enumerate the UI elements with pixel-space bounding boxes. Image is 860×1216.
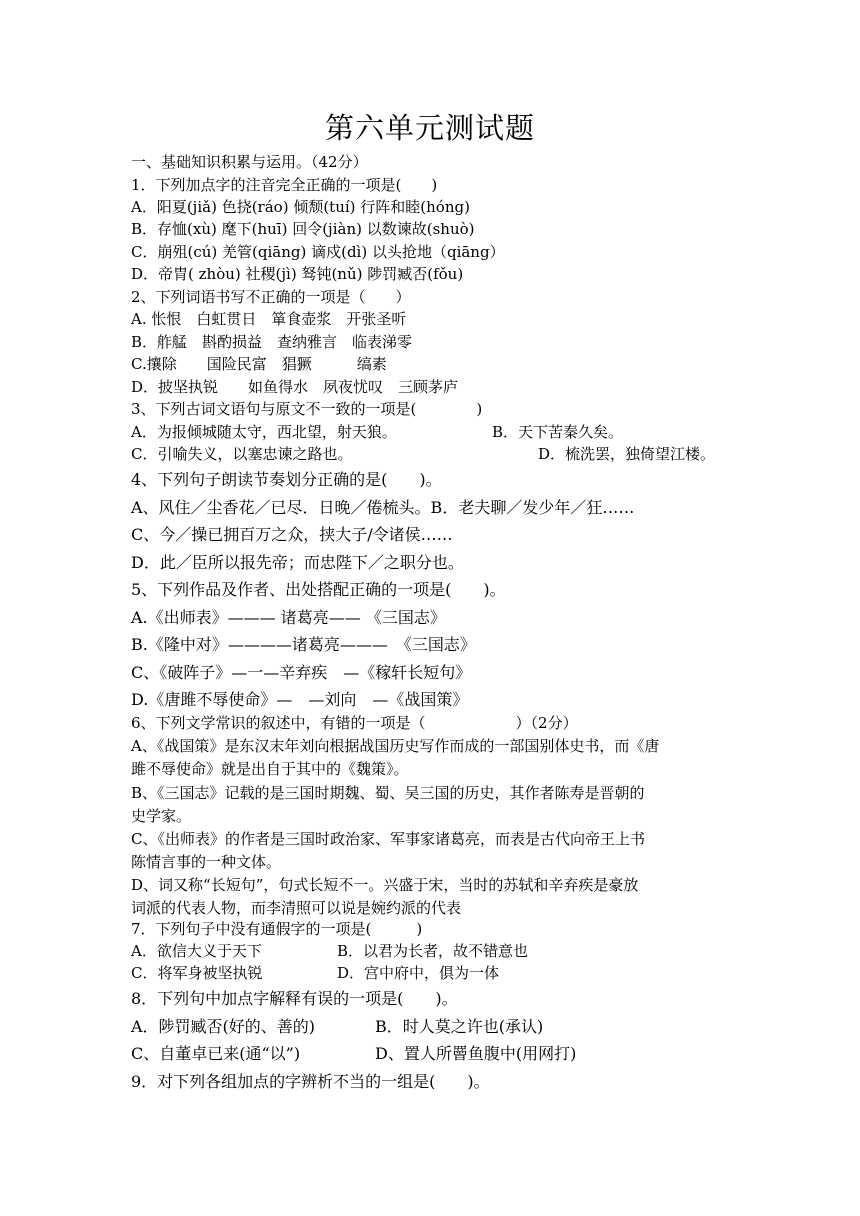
q4-option-c: C、今／操已拥百万之众，挟大子/令诸侯…… [131, 525, 453, 544]
q7-option-d: D．宫中府中，俱为一体 [337, 964, 500, 982]
q3-option-d: D．梳洗罢，独倚望江楼。 [538, 445, 716, 463]
q6-option-d-line1: D、词又称“长短句”，句式长短不一。兴盛于宋，当时的苏轼和辛弃疾是豪放 [131, 876, 639, 894]
q3-option-b: B．天下苦秦久矣。 [492, 423, 624, 441]
q6-option-a-line1: A、《战国策》是东汉末年刘向根据战国历史写作而成的一部国别体史书，而《唐 [131, 737, 660, 755]
q8-option-d: D、置人所罾鱼腹中(用网打) [375, 1044, 577, 1063]
q8-option-b: B．时人莫之许也(承认) [375, 1017, 544, 1036]
q8-option-a: A．陟罚臧否(好的、善的) [131, 1017, 316, 1036]
question-2: 2、下列词语书写不正确的一项是（ ） [131, 288, 411, 306]
q1-option-c: C．崩殂(cú) 羌管(qiāng) 谪戍(dì) 以头抢地（qiāng） [131, 243, 505, 261]
q6-option-b-line1: B、《三国志》记载的是三国时期魏、蜀、吴三国的历史，其作者陈寿是晋朝的 [131, 784, 645, 802]
q6-option-d-line2: 词派的代表人物，而李清照可以说是婉约派的代表 [131, 899, 462, 917]
q6-option-c-line2: 陈情言事的一种文体。 [131, 853, 282, 871]
question-3: 3、下列古词文语句与原文不一致的一项是( ) [131, 400, 483, 418]
q7-option-b: B．以君为长者，故不错意也 [337, 942, 529, 960]
question-1: 1．下列加点字的注音完全正确的一项是( ) [131, 176, 438, 194]
q4-option-a-b: A、风住／尘香花／已尽．日晚／倦梳头。B．老夫聊／发少年／狂…… [131, 498, 635, 517]
q2-option-d: D．披坚执锐 如鱼得水 夙夜忧叹 三顾茅庐 [131, 378, 459, 396]
q1-option-a: A．阳夏(jiǎ) 色挠(ráo) 倾颓(tuí) 行阵和睦(hóng) [131, 198, 470, 216]
question-4: 4、下列句子朗读节奏划分正确的是( )。 [131, 470, 442, 489]
q7-option-c: C．将军身被坚执锐 [131, 964, 263, 982]
q1-option-b: B．存恤(xù) 麾下(huī) 回令(jiàn) 以数谏故(shuò) [131, 220, 475, 238]
question-9: 9．对下列各组加点的字辨析不当的一组是( )。 [131, 1072, 490, 1091]
page-title: 第六单元测试题 [324, 111, 535, 145]
q5-option-c: C、《破阵子》—一—辛弃疾 —《稼轩长短句》 [131, 663, 472, 682]
question-8: 8．下列句中加点字解释有误的一项是( )。 [131, 989, 458, 1008]
q2-option-c: C.攘除 国险民富 猖獗 缟素 [131, 355, 387, 373]
q6-option-c-line1: C、《出师表》的作者是三国时政治家、军事家诸葛亮，而表是古代向帝王上书 [131, 830, 645, 848]
q7-option-a: A．欲信大义于天下 [131, 942, 262, 960]
question-5: 5、下列作品及作者、出处搭配正确的一项是( )。 [131, 580, 506, 599]
q8-option-c: C、自董卓已来(通“以”) [131, 1044, 301, 1063]
section-heading: 一、基础知识积累与运用。（42分） [131, 153, 368, 171]
q5-option-b: B.《隆中对》————诸葛亮——— 《三国志》 [131, 635, 476, 654]
q6-option-a-line2: 雎不辱使命》就是出自于其中的《魏策》。 [131, 760, 409, 778]
q6-option-b-line2: 史学家。 [131, 807, 192, 825]
q5-option-a: A.《出师表》——— 诸葛亮—— 《三国志》 [131, 608, 446, 627]
question-7: 7．下列句子中没有通假字的一项是( ) [131, 920, 423, 938]
q5-option-d: D.《唐雎不辱使命》— —刘向 —《战国策》 [131, 690, 469, 709]
q2-option-b: B．舴艋 斟酌损益 查纳雅言 临表涕零 [131, 333, 413, 351]
q3-option-a: A．为报倾城随太守，西北望，射天狼。 [131, 423, 397, 441]
q1-option-d: D．帝胄( zhòu) 社稷(jì) 驽钝(nǔ) 陟罚臧否(fǒu) [131, 265, 464, 283]
q3-option-c: C．引喻失义，以塞忠谏之路也。 [131, 445, 353, 463]
q4-option-d: D．此／臣所以报先帝；而忠陛下／之职分也。 [131, 553, 464, 572]
question-6: 6、下列文学常识的叙述中，有错的一项是（ ）（2分） [131, 714, 578, 732]
q2-option-a: A. 怅恨 白虹贯日 箪食壶浆 开张圣听 [131, 310, 407, 328]
